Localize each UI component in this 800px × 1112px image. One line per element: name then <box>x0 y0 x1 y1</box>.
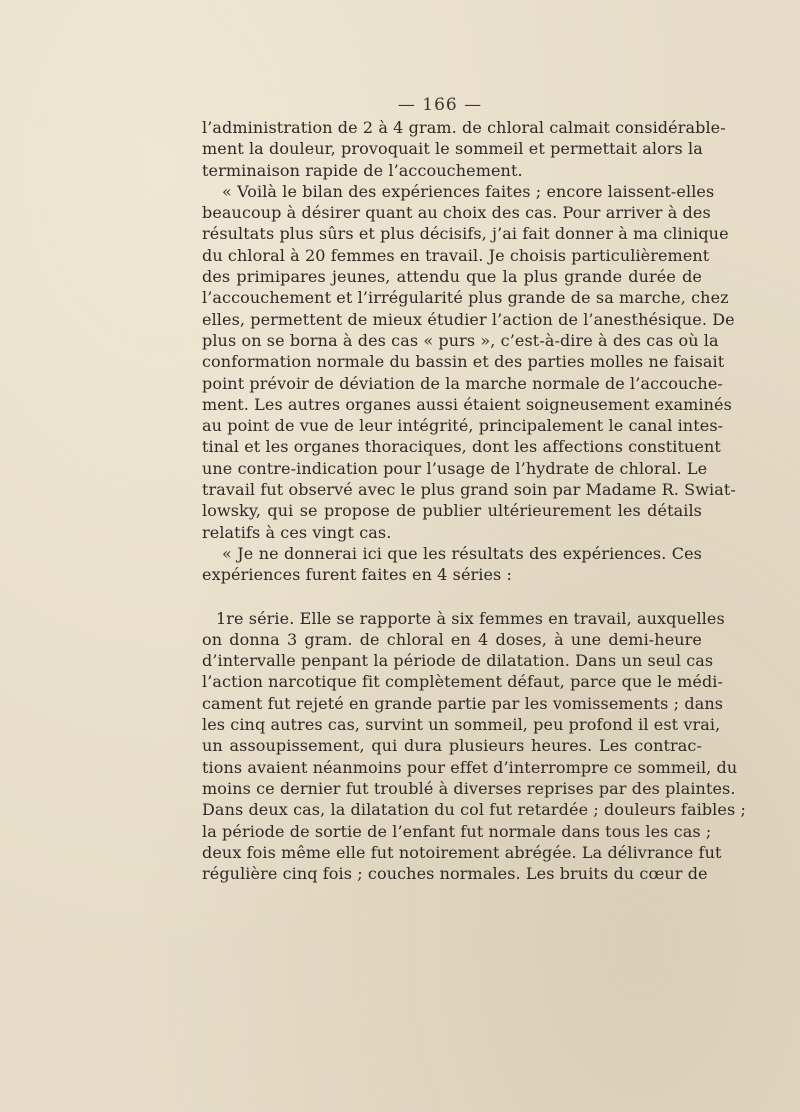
text-line: moins ce dernier fut troublé à diverses reprises par des plaintes. <box>202 778 736 798</box>
body-text <box>202 117 746 884</box>
paragraph-gap <box>202 586 702 608</box>
text-line: 1re série. Elle se rapporte à six femmes en travail, auxquelles <box>216 608 725 628</box>
text-line: elles, permettent de mieux étudier l’action de l’anesthésique. De <box>202 309 735 329</box>
text-line: ment. Les autres organes aussi étaient soigneusement examinés <box>202 394 732 414</box>
text-line: beaucoup à désirer quant au choix des cas. Pour arriver à des <box>202 203 711 223</box>
text-line: plus on se borna à des cas « purs », c’est-à-dire à des cas où la <box>202 330 719 350</box>
text-line: ment la douleur, provoquait le sommeil et permettait alors la <box>202 139 703 159</box>
text-line: les cinq autres cas, survint un sommeil, peu profond il est vrai, <box>202 715 721 735</box>
text-line: deux fois même elle fut notoirement abrégée. La délivrance fut <box>202 842 722 862</box>
text-line: l’administration de 2 à 4 gram. de chloral calmait considérable- <box>202 118 726 137</box>
text-line: on donna 3 gram. de chloral en 4 doses, à une demi-heure <box>202 629 702 649</box>
text-line: relatifs à ces vingt cas. <box>202 522 392 542</box>
text-line: travail fut observé avec le plus grand soin par Madame R. Swiat- <box>202 480 736 500</box>
text-line: conformation normale du bassin et des parties molles ne faisait <box>202 352 725 372</box>
text-line: l’action narcotique fit complètement défaut, parce que le médi- <box>202 672 724 692</box>
paragraph-resultats <box>202 543 702 586</box>
text-line: l’accouchement et l’irrégularité plus grande de sa marche, chez <box>202 288 729 308</box>
text-line: des primipares jeunes, attendu que la plus grande durée de <box>202 267 702 287</box>
text-line: cament fut rejeté en grande partie par les vomissements ; dans <box>202 693 724 713</box>
text-line: lowsky, qui se propose de publier ultérieurement les détails <box>202 501 702 521</box>
text-line: point prévoir de déviation de la marche normale de l’accouche- <box>202 373 723 393</box>
paragraph-bilan <box>202 181 736 543</box>
paragraph-continuation <box>202 117 726 181</box>
text-line: une contre-indication pour l’usage de l’hydrate de chloral. Le <box>202 458 708 478</box>
text-line: régulière cinq fois ; couches normales. Les bruits du cœur de <box>202 864 708 884</box>
page-number: — 166 — <box>397 95 483 115</box>
text-line: tions avaient néanmoins pour effet d’interrompre ce sommeil, du <box>202 757 738 777</box>
text-line: la période de sortie de l’enfant fut normale dans tous les cas ; <box>202 821 712 841</box>
text-line: « Voilà le bilan des expériences faites ; encore laissent-elles <box>222 181 715 201</box>
text-line: au point de vue de leur intégrité, principalement le canal intes- <box>202 416 724 436</box>
text-line: d’intervalle penpant la période de dilatation. Dans un seul cas <box>202 651 714 671</box>
text-line: Dans deux cas, la dilatation du col fut retardée ; douleurs faibles ; <box>202 800 746 820</box>
text-line: un assoupissement, qui dura plusieurs heures. Les contrac- <box>202 736 702 756</box>
text-line: expériences furent faites en 4 séries : <box>202 565 513 585</box>
text-line: tinal et les organes thoraciques, dont les affections constituent <box>202 437 721 457</box>
text-line: terminaison rapide de l’accouchement. <box>202 160 523 180</box>
text-line: du chloral à 20 femmes en travail. Je choisis particulièrement <box>202 245 710 265</box>
text-line: « Je ne donnerai ici que les résultats des expériences. Ces <box>222 543 702 563</box>
text-line: résultats plus sûrs et plus décisifs, j’ai fait donner à ma clinique <box>202 224 729 244</box>
paragraph-serie-1 <box>202 608 746 885</box>
